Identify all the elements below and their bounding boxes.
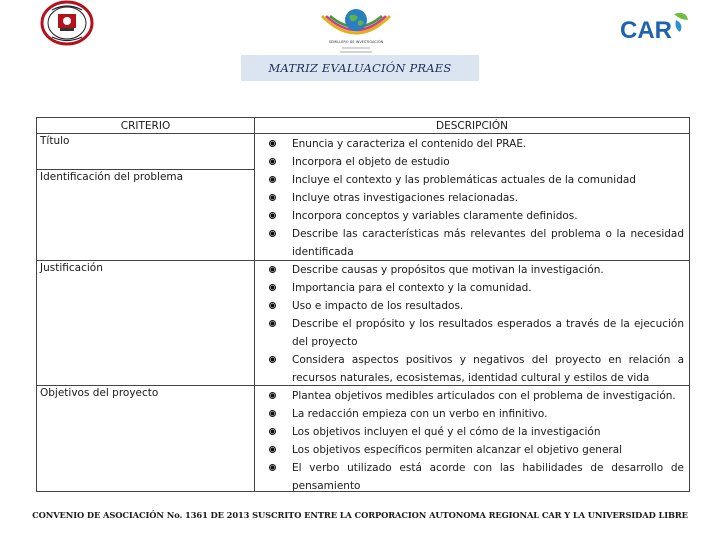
bullet-icon	[269, 158, 276, 165]
description-text: La redacción empieza con un verbo en infinitivo.	[292, 408, 548, 420]
research-group-globe-logo	[316, 4, 396, 56]
bullet-icon	[269, 212, 276, 219]
list-item	[255, 225, 687, 261]
list-item	[255, 459, 687, 495]
evaluation-matrix-table	[36, 117, 690, 492]
description-text: Los objetivos incluyen el qué y el cómo de la investigación	[292, 426, 601, 438]
university-seal-logo	[40, 0, 94, 46]
car-logo-text: CAR	[620, 17, 672, 44]
description-text: Describe las características más relevantes del problema o la necesidad identificada	[292, 228, 684, 258]
bullet-icon	[269, 284, 276, 291]
criterion-identificacion-problema: Identificación del problema	[40, 171, 184, 183]
description-text: Importancia para el contexto y la comunidad.	[292, 282, 532, 294]
list-item	[255, 279, 687, 297]
bullet-icon	[269, 392, 276, 399]
description-text: Enuncia y caracteriza el contenido del PRAE.	[292, 138, 527, 150]
criterion-titulo: Título	[40, 135, 70, 147]
list-item	[255, 351, 687, 387]
title-band	[241, 55, 479, 81]
list-item	[255, 315, 687, 351]
description-text: Describe el propósito y los resultados esperados a través de la ejecución del proyecto	[292, 318, 684, 348]
description-text: Los objetivos específicos permiten alcanzar el objetivo general	[292, 444, 623, 456]
bullet-icon	[269, 464, 276, 471]
description-text: Considera aspectos positivos y negativos del proyecto en relación a recursos naturales, ecosistemas, identidad cultural y estilos de vida	[292, 354, 684, 384]
car-logo	[614, 6, 692, 46]
column-header-descripcion: DESCRIPCIÓN	[436, 120, 508, 132]
list-item	[255, 405, 687, 423]
criterion-justificacion: Justificación	[40, 262, 103, 274]
list-item	[255, 171, 687, 189]
bullet-icon	[269, 230, 276, 237]
bullet-icon	[269, 140, 276, 147]
list-item	[255, 153, 687, 171]
bullet-icon	[269, 176, 276, 183]
list-item	[255, 261, 687, 279]
description-text: Incorpora conceptos y variables claramente definidos.	[292, 210, 578, 222]
column-header-criterio: CRITERIO	[120, 120, 171, 132]
bullet-icon	[269, 410, 276, 417]
list-item	[255, 441, 687, 459]
description-text: El verbo utilizado está acorde con las habilidades de desarrollo de pensamiento	[292, 462, 684, 492]
description-text: Incluye otras investigaciones relacionadas.	[292, 192, 519, 204]
criterion-objetivos: Objetivos del proyecto	[40, 387, 159, 399]
bullet-icon	[269, 356, 276, 363]
bullet-icon	[269, 428, 276, 435]
bullet-icon	[269, 302, 276, 309]
bullet-icon	[269, 194, 276, 201]
bullet-icon	[269, 320, 276, 327]
list-item	[255, 423, 687, 441]
description-text: Plantea objetivos medibles articulados con el problema de investigación.	[292, 390, 676, 402]
list-item	[255, 207, 687, 225]
description-text: Incorpora el objeto de estudio	[292, 156, 450, 168]
description-text: Uso e impacto de los resultados.	[292, 300, 464, 312]
page-title: MATRIZ EVALUACIÓN PRAES	[268, 61, 452, 75]
list-item	[255, 297, 687, 315]
list-item	[255, 189, 687, 207]
footer-agreement-text: CONVENIO DE ASOCIACIÓN No. 1361 DE 2013 SUSCRITO ENTRE LA CORPORACION AUTONOMA REGIONAL CAR Y LA UNIVERSIDAD LIBRE	[32, 510, 688, 520]
bullet-icon	[269, 446, 276, 453]
list-item	[255, 135, 687, 153]
center-logo-caption: SEMILLERO DE INVESTIGACIÓN	[328, 40, 384, 44]
description-text: Incluye el contexto y las problemáticas actuales de la comunidad	[292, 174, 636, 186]
description-text: Describe causas y propósitos que motivan la investigación.	[292, 264, 604, 276]
bullet-icon	[269, 266, 276, 273]
list-item	[255, 387, 687, 405]
description-list	[255, 135, 687, 495]
